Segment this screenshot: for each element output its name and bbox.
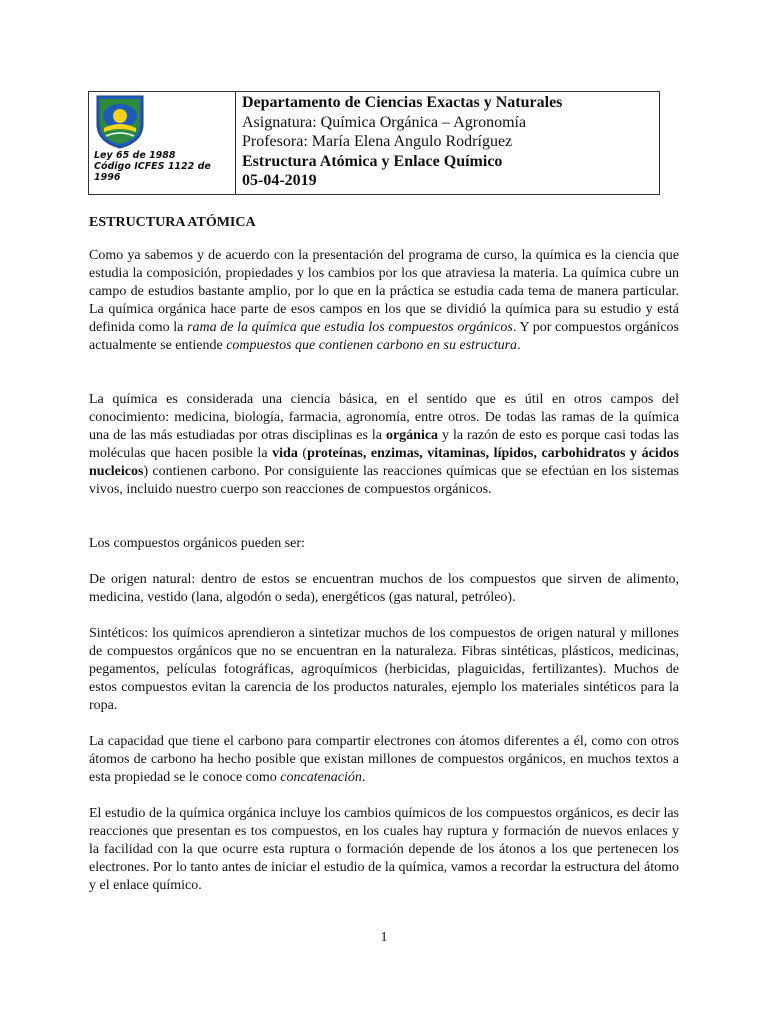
italic-definition: compuestos que contienen carbono en su estructura xyxy=(226,338,518,353)
law-line: Ley 65 de 1988 xyxy=(94,150,176,161)
document-header xyxy=(88,91,660,195)
date-line: 05-04-2019 xyxy=(242,172,317,189)
text-run: Como ya sabemos y de acuerdo con la presentación del programa de curso, la química es la ciencia que estudia la composición, propiedades y los cambios por los que atraviesa la materia. La química cubre un campo de estudios bastante amplio, por lo que en la práctica se estudia cada tema de manera particular. La química orgánica hace parte de esos campos en los que se dividió la química para su estudio y está definida como la xyxy=(89,248,679,335)
bold-term: orgánica xyxy=(385,428,439,443)
text-run: ( xyxy=(297,446,308,461)
paragraph-organic-study: El estudio de la química orgánica incluye los cambios químicos de los compuestos orgánicos, es decir las reacciones que presentan es tos compuestos, en los cuales hay ruptura y formación de nuevos enlaces y la facilidad con la que ocurre esta ruptura o formación depende de los átonos a los que pertenecen los electrones. Por lo tanto antes de iniciar el estudio de la química, vamos a recordar la estructura del átomo y el enlace químico. xyxy=(89,806,679,893)
text-run: La capacidad que tiene el carbono para compartir electrones con átomos diferentes a él, como con otros átomos de carbono ha hecho posible que existan millones de compuestos orgánicos, en muchos textos a esta propiedad se le conoce como xyxy=(89,734,679,785)
text-run: . xyxy=(517,338,521,353)
subject-line: Asignatura: Química Orgánica – Agronomía xyxy=(242,113,527,131)
bold-term: proteínas, enzimas, vitaminas, lípidos, carbohidratos y ácidos nucleicos xyxy=(89,446,679,479)
paragraph-chemistry-definition xyxy=(89,247,679,355)
text-run: ) contienen carbono. Por consiguiente las reacciones químicas que se efectúan en los sistemas vivos, incluido nuestro cuerpo son reacciones de compuestos orgánicos. xyxy=(89,464,679,497)
topic-line: Estructura Atómica y Enlace Químico xyxy=(242,152,503,170)
teacher-line: Profesora: María Elena Angulo Rodríguez xyxy=(242,133,513,150)
paragraph-compound-types-intro: Los compuestos orgánicos pueden ser: xyxy=(89,536,305,551)
italic-definition: rama de la química que estudia los compuestos orgánicos xyxy=(187,320,513,335)
text-run: La química es considerada una ciencia básica, en el sentido que es útil en otros campos del conocimiento: medicina, biología, farmacia, agronomía, entre otros. De todas las ramas de la química una de las más estudiadas por otras disciplinas es la xyxy=(89,392,679,443)
law-reference xyxy=(94,150,230,183)
paragraph-synthetic: Sintéticos: los químicos aprendieron a sintetizar muchos de los compuestos de origen natural y millones de compuestos orgánicos que no se encuentran en la naturaleza. Fibras sintéticas, plásticos, medicinas, pegamentos, películas fotográficas, agroquímicos (herbicidas, plaguicidas, fertilizantes). Muchos de estos compuestos evitan la carencia de los productos naturales, ejemplo los materiales sintéticos para la ropa. xyxy=(89,626,679,713)
institution-shield-logo xyxy=(94,94,146,150)
law-line: Código ICFES 1122 de xyxy=(94,161,211,172)
text-run: . xyxy=(361,770,366,785)
text-run: . Y por compuestos orgánicos actualmente se entiende xyxy=(89,320,679,353)
paragraph-basic-science xyxy=(89,391,679,499)
header-logo-cell xyxy=(89,92,236,194)
page-number: 1 xyxy=(380,930,388,945)
paragraph-concatenation xyxy=(89,733,679,787)
paragraph-natural-origin: De origen natural: dentro de estos se encuentran muchos de los compuestos que sirven de alimento, medicina, vestido (lana, algodón o seda), energéticos (gas natural, petróleo). xyxy=(89,572,679,605)
italic-term: concatenación xyxy=(280,770,362,785)
document-body xyxy=(89,214,679,913)
header-info-cell xyxy=(236,92,659,194)
department-title: Departamento de Ciencias Exactas y Naturales xyxy=(242,94,563,111)
section-title: ESTRUCTURA ATÓMICA xyxy=(89,215,256,230)
bold-term: vida xyxy=(272,446,298,461)
text-run: y la razón de esto es porque casi todas las moléculas que hacen posible la xyxy=(89,428,679,461)
law-line: 1996 xyxy=(94,172,121,183)
